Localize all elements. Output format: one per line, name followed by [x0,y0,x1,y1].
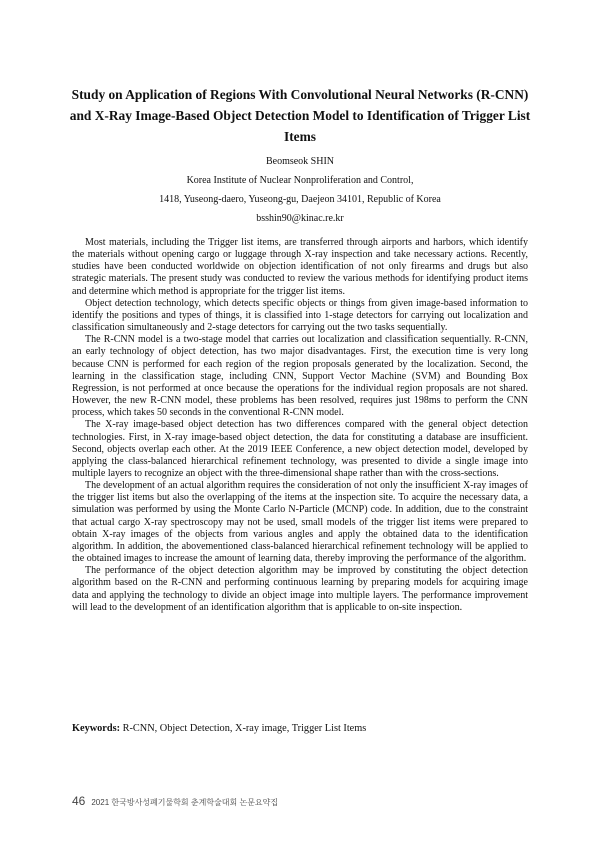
paper-title: Study on Application of Regions With Convolutional Neural Networks (R-CNN) and X-Ray Image-Based Object Detection Model to Identification of Trigger List Items [69,87,531,144]
email: bsshin90@kinac.re.kr [256,213,344,224]
footer-text: 2021 한국방사성폐기물학회 춘계학술대회 논문요약집 [91,798,279,807]
address: 1418, Yuseong-daero, Yuseong-gu, Daejeon 34101, Republic of Korea [159,194,441,205]
abstract-paragraph: Object detection technology, which detects specific objects or things from given image-based information to identify the positions and types of things, it is classified into 1-stage detectors for carrying out localization and classification simultaneously and 2-stage detectors for carrying out the two tasks sequentially. [72,297,528,334]
abstract-paragraph: The R-CNN model is a two-stage model that carries out localization and classification sequentially. R-CNN, an early technology of object detection, has two major disadvantages. First, the execution time is very long because CNN is performed for each region of the region proposals generated by the localization. Second, the learning in the classification stage, including CNN, Support Vector Machine (SVM) and Bounding Box Regression, is not performed at once because the operations for the individual region proposals are not shared. However, the new R-CNN model, these problems has been resolved, requires just 198ms to perform the CNN process, which takes 50 seconds in the conventional R-CNN model. [72,334,528,419]
page-number: 46 [72,794,86,808]
keywords-line [72,723,366,734]
keywords-list: R-CNN, Object Detection, X-ray image, Trigger List Items [122,723,367,734]
author-name: Beomseok SHIN [265,156,335,167]
abstract-paragraph: The performance of the object detection algorithm may be improved by constituting the object detection algorithm based on the R-CNN and performing continuous learning by preparing models for acquiring image data and applying the technology to divide an object image into multiple layers. The performance improvement will lead to the development of an identification algorithm that is applicable to on-site inspection. [72,565,528,613]
page-footer [72,792,278,810]
abstract-paragraph: The X-ray image-based object detection has two differences compared with the general object detection technologies. First, in X-ray image-based object detection, the data for constituting a database are insufficient. Second, objects overlap each other. At the 2019 IEEE Conference, a new object detection model, developed by applying the class-balanced hierarchical refinement technology, was presented to divide a single image into multiple layers to recognize an object with the three-dimensional shape rather than with the cross-sections. [72,419,528,479]
affiliation: Korea Institute of Nuclear Nonproliferation and Control, [186,175,414,186]
abstract [72,237,528,614]
abstract-paragraph: The development of an actual algorithm requires the consideration of not only the insufficient X-ray images of the trigger list items but also the overlapping of the items at the inspection site. To acquire the necessary data, a simulation was performed by using the Monte Carlo N-Particle (MCNP) code. In addition, due to the constraint that actual cargo X-ray spectroscopy may not be used, small models of the trigger list items were prepared to obtain X-ray images of the objects from various angles and apply the obtained data to the identification algorithm. In addition, the abovementioned class-balanced hierarchical refinement technology will be applied to the obtained images to increase the amount of learning data, thereby improving the performance of the algorithm. [72,480,528,565]
abstract-paragraph: Most materials, including the Trigger list items, are transferred through airports and harbors, which identify the materials without opening cargo or luggage through X-ray inspection and take necessary actions. Recently, studies have been conducted worldwide on objection identification of not only firearms and drugs but also strategic materials. The present study was conducted to review the various methods for identifying product items and determine which method is appropriate for the trigger list items. [72,237,528,297]
keywords-label: Keywords: [72,723,121,734]
author-block [60,152,540,228]
